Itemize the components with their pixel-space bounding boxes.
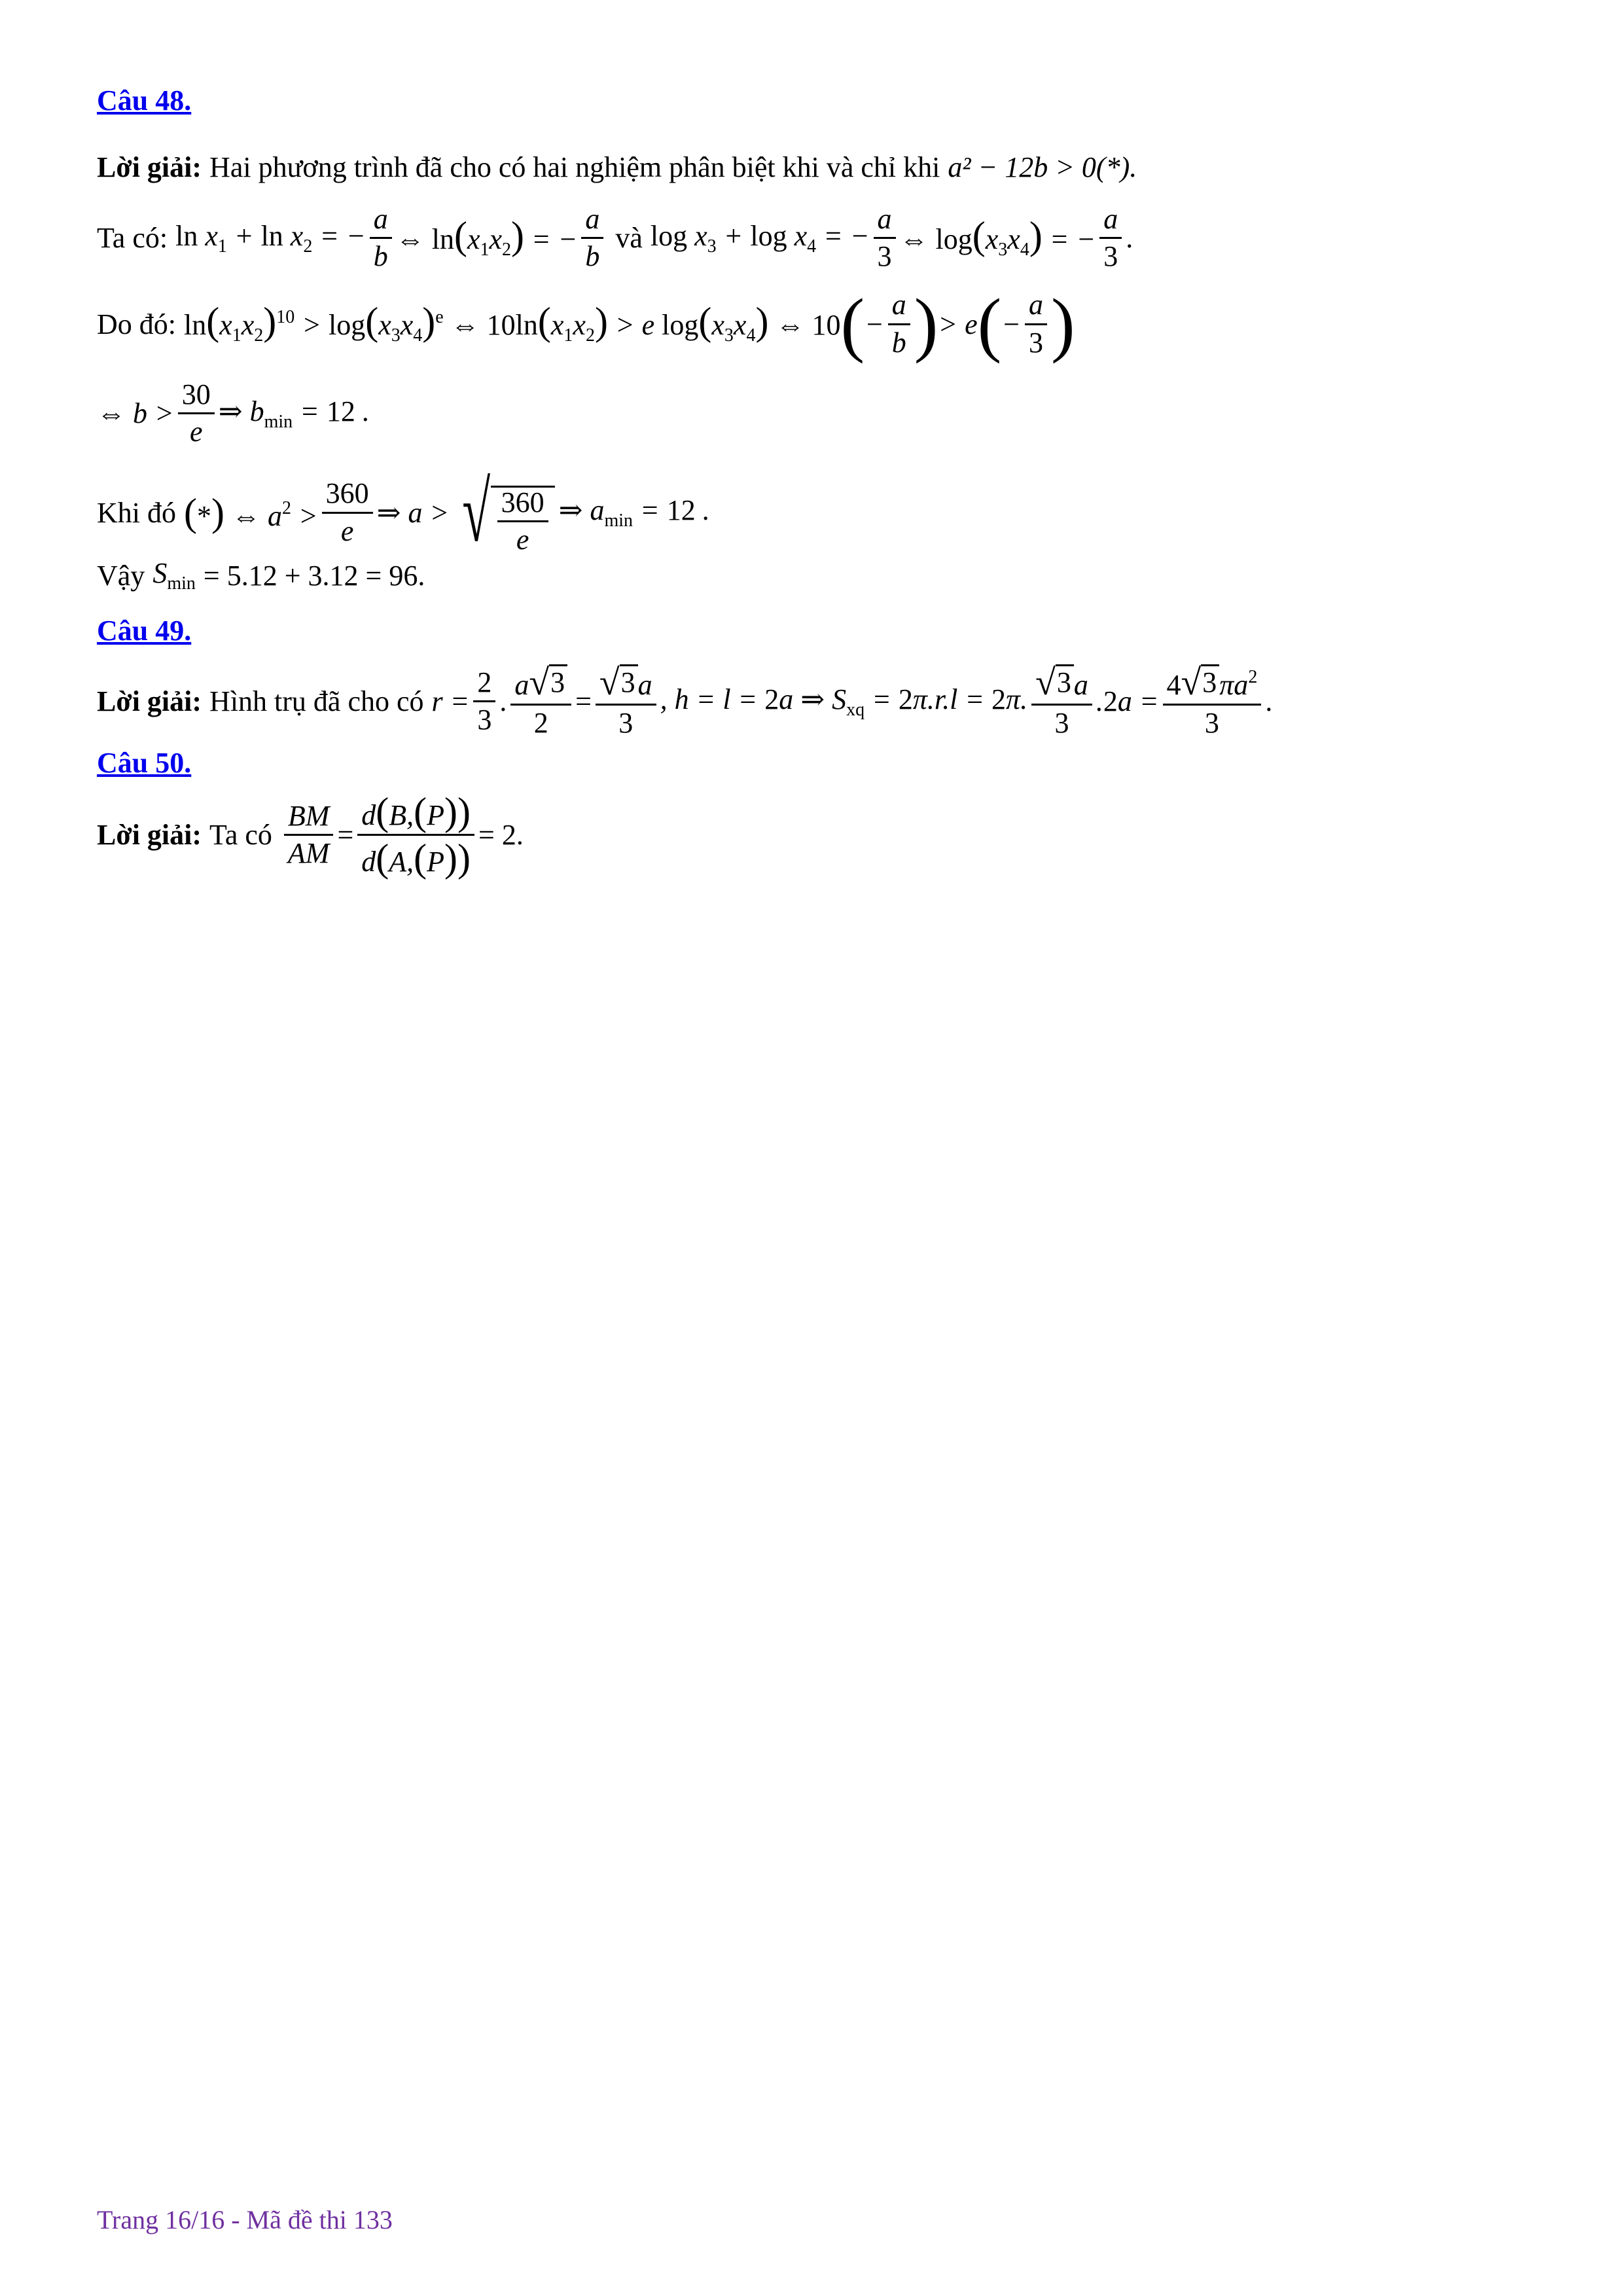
- q48-solution-line-3: Do đó: $\ln(x_1x_2)^{10} > \log(x_3x_4)^e$ ⇔ $10\ln(x_1x_2) > e$ $\log(x_3x_4)$ ⇔ 10 ( − $\frac{a}{b}$ ) > e ( − $\frac{a}{3}$ ): [97, 284, 1075, 364]
- q48-condition: a² − 12b > 0(*).: [948, 151, 1137, 183]
- q50-solution-line-1: Lời giải: Ta có $\frac{BM}{AM}$ = $\frac{d(B,(P))}{d(A,(P))}$ = 2.: [97, 790, 524, 880]
- q48-solution-line-2: Ta có: $\ln x_1 + \ln x_2$ = − $\frac{a}{b}$ ⇔ $\ln(x_1x_2)$ = − $\frac{a}{b}$ và $\log x_3 + \log x_4$ = − $\frac{a}{3}$ ⇔ $\log(x_3x_4)$ = − $\frac{a}{3}$ .: [97, 203, 1133, 273]
- q48-frac-a-b: $\frac{a}{b}$: [370, 204, 392, 272]
- q48-line3-prefix: Do đó:: [97, 308, 176, 340]
- q48-final-result: = 5.12 + 3.12 = 96.: [203, 559, 425, 592]
- q48-sqrt-360-e: √ $\frac{360}{e}$: [453, 470, 554, 555]
- q50-intro-text: Ta có: [209, 819, 272, 851]
- q48-line5-prefix: Khi đó: [97, 496, 176, 529]
- q48-log-equation: $\log x_3 + \log x_4$ = −: [650, 219, 870, 257]
- solution-label: Lời giải:: [97, 819, 202, 851]
- q48-inequality: $\ln(x_1x_2)^{10} > \log(x_3x_4)^e$ ⇔ $10\ln(x_1x_2) > e$ $\log(x_3x_4)$ ⇔ 10: [184, 300, 841, 346]
- page-footer: Trang 16/16 - Mã đề thi 133: [97, 2205, 393, 2234]
- q48-line2-prefix: Ta có:: [97, 222, 168, 255]
- question-48-title: Câu 48.: [97, 84, 192, 117]
- q49-intro-text: Hình trụ đã cho có: [209, 685, 424, 718]
- q48-ln-equation: $\ln x_1 + \ln x_2$ = −: [175, 219, 366, 257]
- q49-solution-line-1: Lời giải: Hình trụ đã cho có r = $\frac{2}{3}$ . a √ 3 2 = √ 3 a 3 , h = l = 2a ⇒ $S_{xq} = 2\pi.r.l = 2\pi$. √ 3 a 3 .2a = 4 √ 3 $\pi a^2$ 3 .: [97, 662, 1273, 739]
- q48-solution-line-5: Khi đó (*) ⇔ $a^2$ > $\frac{360}{e}$ ⇒ a > √ $\frac{360}{e}$ ⇒ $a_{min} = 12$ .: [97, 465, 710, 560]
- q48-intro-text: Hai phương trình đã cho có hai nghiệm phân biệt khi và chỉ khi: [209, 151, 940, 183]
- q48-line6-prefix: Vậy: [97, 559, 145, 592]
- question-50-title: Câu 50.: [97, 747, 192, 779]
- q48-solution-line-4: ⇔ b > $\frac{30}{e}$ ⇒ $b_{min} = 12$ .: [97, 378, 370, 448]
- q48-solution-line-1: [97, 151, 1137, 184]
- q48-frac-30-e: $\frac{30}{e}$: [178, 380, 215, 447]
- q48-solution-line-6: Vậy $S_{min}$ = 5.12 + 3.12 = 96.: [97, 557, 425, 594]
- q50-frac-bm-am: $\frac{BM}{AM}$: [284, 801, 334, 869]
- solution-label: Lời giải:: [97, 151, 202, 183]
- q50-frac-distance: $\frac{d(B,(P))}{d(A,(P))}$: [357, 792, 474, 878]
- q48-and-text: và: [615, 222, 643, 255]
- solution-label: Lời giải:: [97, 685, 202, 718]
- question-49-title: Câu 49.: [97, 615, 192, 647]
